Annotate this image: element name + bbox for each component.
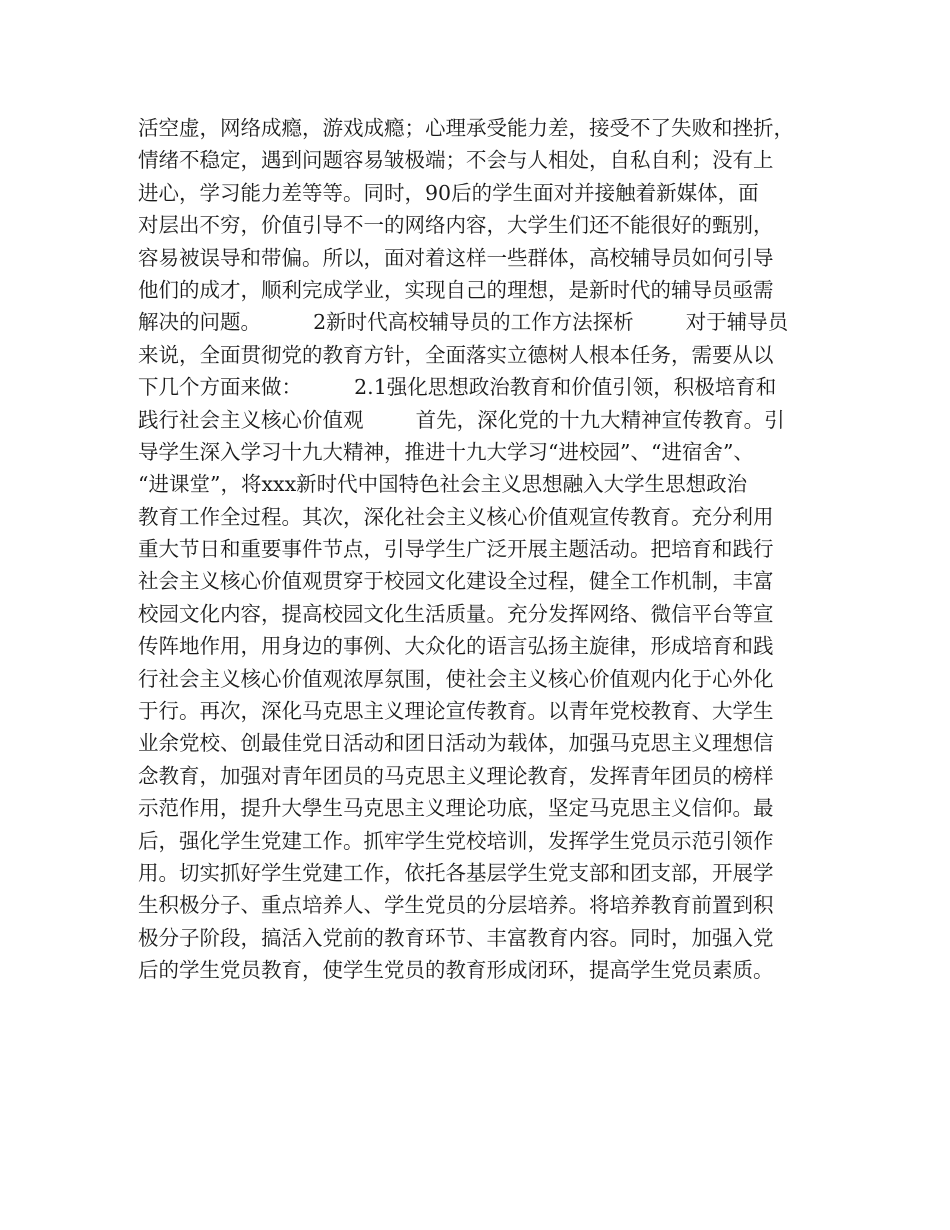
text-line: 来说，全面贯彻党的教育方针，全面落实立德树人根本任务，需要从以 bbox=[138, 342, 774, 367]
text-line: 行社会主义核心价值观浓厚氛围，使社会主义核心价值观内化于心外化 bbox=[138, 666, 774, 691]
text-line: 极分子阶段，搞活入党前的教育环节、丰富教育内容。同时，加强入党 bbox=[138, 925, 774, 950]
text-line: 念教育，加强对青年团员的马克思主义理论教育，发挥青年团员的榜样 bbox=[138, 763, 774, 788]
text-line: 后的学生党员教育，使学生党员的教育形成闭环，提高学生党员素质。 bbox=[138, 958, 774, 983]
text-line: 示范作用，提升大學生马克思主义理论功底，坚定马克思主义信仰。最 bbox=[138, 796, 774, 821]
text-line: 用。切实抓好学生党建工作，依托各基层学生党支部和团支部，开展学 bbox=[138, 860, 774, 885]
text-line: 业余党校、创最佳党日活动和团日活动为载体，加强马克思主义理想信 bbox=[138, 731, 774, 756]
text-line: 下几个方面来做： 2.1强化思想政治教育和价值引领，积极培育和 bbox=[138, 375, 777, 400]
text-line: 导学生深入学习十九大精神，推进十九大学习“进校园”、“进宿舍”、 bbox=[138, 439, 754, 464]
text-line: 容易被误导和带偏。所以，面对着这样一些群体，高校辅导员如何引导 bbox=[138, 245, 774, 270]
text-line: 进心，学习能力差等等。同时，90后的学生面对并接触着新媒体，面 bbox=[138, 180, 759, 205]
text-line: 活空虚，网络成瘾，游戏成瘾；心理承受能力差，接受不了失败和挫折， bbox=[138, 116, 794, 140]
text-line: 于行。再次，深化马克思主义理论宣传教育。以青年党校教育、大学生 bbox=[138, 699, 774, 724]
text-line: 解决的问题。 2新时代高校辅导员的工作方法探析 对于辅导员 bbox=[138, 310, 789, 335]
text-line: 后，强化学生党建工作。抓牢学生党校培训，发挥学生党员示范引领作 bbox=[138, 828, 774, 853]
text-line: 对层出不穷，价值引导不一的网络内容，大学生们还不能很好的甄别， bbox=[138, 213, 774, 238]
text-line: 重大节日和重要事件节点，引导学生广泛开展主题活动。把培育和践行 bbox=[138, 537, 774, 562]
text-line: 情绪不稳定，遇到问题容易皱极端；不会与人相处，自私自利；没有上 bbox=[138, 148, 774, 173]
text-line: 他们的成才，顺利完成学业，实现自己的理想，是新时代的辅导员亟需 bbox=[138, 277, 774, 302]
text-line: 生积极分子、重点培养人、学生党员的分层培养。将培养教育前置到积 bbox=[138, 893, 774, 918]
text-line: 社会主义核心价值观贯穿于校园文化建设全过程，健全工作机制，丰富 bbox=[138, 569, 774, 594]
text-line: 校园文化内容，提高校园文化生活质量。充分发挥网络、微信平台等宣 bbox=[138, 601, 774, 626]
text-line: “进课堂”，将xxx新时代中国特色社会主义思想融入大学生思想政治 bbox=[138, 472, 748, 497]
text-line: 传阵地作用，用身边的事例、大众化的语言弘扬主旋律，形成培育和践 bbox=[138, 634, 774, 659]
document-body bbox=[138, 112, 828, 987]
text-line: 教育工作全过程。其次，深化社会主义核心价值观宣传教育。充分利用 bbox=[138, 504, 774, 529]
text-line: 践行社会主义核心价值观 首先，深化党的十九大精神宣传教育。引 bbox=[138, 407, 785, 432]
